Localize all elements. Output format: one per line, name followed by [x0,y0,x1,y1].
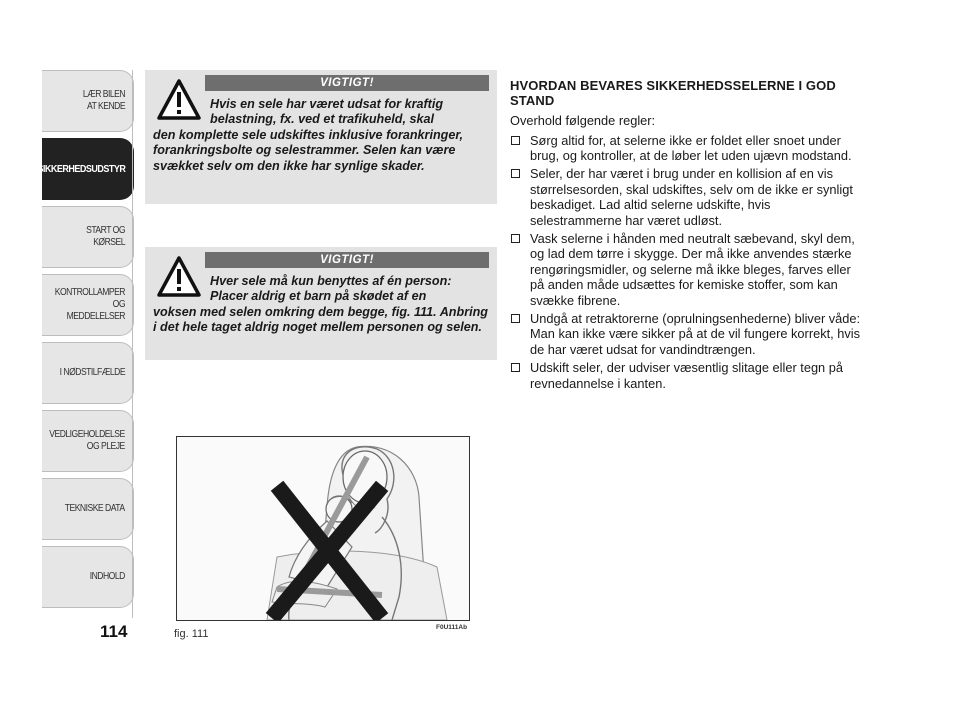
list-item [510,231,865,308]
warning-line: Hvis en sele har været udsat for kraftig [210,97,444,111]
figure-code: F0U111Ab [436,624,468,631]
rule-text: Udskift seler, der udviser væsentlig slitage eller tegn på revnedannelse i kanten. [530,360,843,391]
warning-line: belastning, fx. ved et trafikuheld, skal [210,112,434,127]
warning-box-2 [145,247,497,360]
warning-text [153,97,489,174]
rule-text: Seler, der har været i brug under en kollision af en vis størrelsesorden, skal udskiftes, selv om de ikke er synligt beskadiget. Lad altid selerne udskifte, hvis selestrammerne har været udløst. [530,166,853,228]
rule-text: Vask selerne i hånden med neutralt sæbevand, skyl dem, og lad dem tørre i skygge. Der må ikke anvendes stærke rengøringsmidler, og selerne må ikke bleges, farves eller på anden måde udsættes for kemiske stoffer, som kan svække fibrene. [530,230,855,308]
rules-list [510,133,865,392]
tab-label: KONTROLLAMPER OG MEDDELELSER [54,287,125,322]
tab-vedligeholdelse[interactable] [42,410,134,472]
figure-111-illustration [176,436,470,621]
rule-text: Undgå at retraktorerne (oprulningsenhederne) bliver våde: Man kan ikke være sikker på at de vil fungere korrekt, hvis de har været udsat for vandindtrængen. [530,310,861,357]
section-intro: Overhold følgende regler: [510,113,656,128]
checkbox-bullet-icon [511,314,520,323]
figure-caption: fig. 111 [174,628,209,640]
warning-line: Placer aldrig et barn på skødet af en [210,289,427,304]
rule-text: Sørg altid for, at selerne ikke er foldet eller snoet under brug, og kontroller, at de løber let uden ujævn modstand. [530,132,852,163]
tab-i-nodstilfaelde[interactable] [42,342,134,404]
sidebar-divider [132,70,133,618]
list-item [510,360,865,391]
warning-paragraph: den komplette sele udskiftes inklusive forankringer, forankringsbolte og selestrammer. Selen kan være svækket selv om den ikke har synlige skader. [153,127,464,173]
tab-start-og-korsel[interactable] [42,206,134,268]
tab-label: VEDLIGEHOLDELSE OG PLEJE [49,429,125,452]
list-item [510,311,865,357]
checkbox-bullet-icon [511,363,520,372]
warning-banner: VIGTIGT! [205,252,489,268]
tab-label: TEKNISKE DATA [65,503,125,514]
warning-banner: VIGTIGT! [205,75,489,91]
page-number: 114 [100,622,128,641]
tab-label: SIKKERHEDSUDSTYR [36,163,125,175]
tab-indhold[interactable] [42,546,134,608]
warning-paragraph: voksen med selen omkring dem begge, fig. 111. Anbring i det hele taget aldrig noget mellem personen og selen. [153,304,488,335]
tab-tekniske-data[interactable] [42,478,134,540]
list-item [510,166,865,228]
warning-text [153,274,489,336]
child-on-lap-illustration [177,437,469,620]
list-item [510,133,865,164]
checkbox-bullet-icon [511,169,520,178]
tab-label: INDHOLD [89,571,125,582]
chapter-tabs [36,70,134,614]
warning-line: Hver sele må kun benyttes af én person: [210,274,452,288]
checkbox-bullet-icon [511,234,520,243]
warning-box-1 [145,70,497,204]
tab-label: I NØDSTILFÆLDE [59,367,125,378]
seatbelt-care-section [510,78,865,394]
tab-label: LÆR BILEN AT KENDE [82,89,125,112]
warning-triangle-icon [157,78,201,122]
tab-laer-bilen-at-kende[interactable] [42,70,134,132]
tab-label: START OG KØRSEL [86,225,125,248]
tab-sikkerhedsudstyr[interactable] [36,138,134,200]
tab-kontrollamper[interactable] [42,274,134,336]
warning-triangle-icon [157,255,201,299]
checkbox-bullet-icon [511,136,520,145]
section-title: HVORDAN BEVARES SIKKERHEDSSELERNE I GOD STAND [510,78,836,108]
